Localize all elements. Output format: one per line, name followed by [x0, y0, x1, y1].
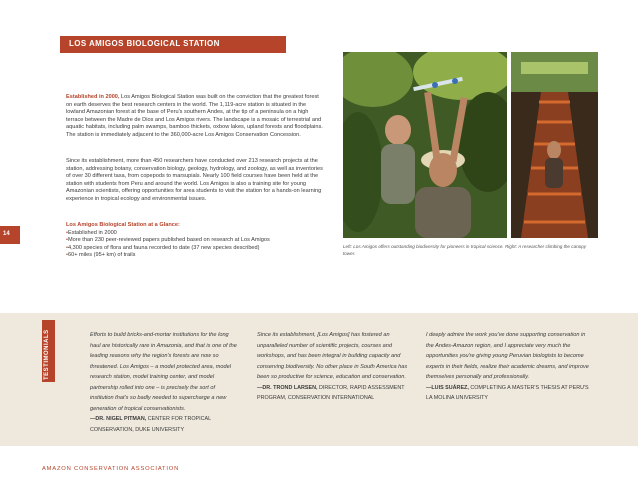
list-item: • 60+ miles (95+ km) of trails — [66, 252, 326, 260]
quote-attribution — [90, 416, 211, 433]
testimonial-quote-larsen — [257, 330, 413, 404]
testimonial-quote-suarez — [426, 330, 592, 404]
quote-text: I deeply admire the work you've done supporting conservation in the Andes-Amazon region, and I appreciate very much the opportunities you're giving young Peruvian biologists to become experts in their fields, realize their academic dreams, and improve themselves personally and professionally. — [426, 332, 589, 380]
quote-text: Since its establishment, [Los Amigos] has fostered an unparalleled number of scientific projects, courses and workshops, and has been integral in building capacity and conserving biodiversity. No other place in South America has been so productive for science, education and conservation. — [257, 332, 408, 380]
quote-affiliation: COMPLETING A MASTER'S THESIS AT PERU'S LA MOLINA UNIVERSITY — [426, 384, 589, 401]
glance-title: Los Amigos Biological Station at a Glance: — [66, 222, 180, 228]
intro-paragraph — [66, 94, 326, 140]
testimonial-quote-pitman — [90, 330, 240, 435]
quote-attribution — [257, 385, 404, 402]
photo-caption: Left: Los Amigos offers outstanding biodiversity for pioneers in tropical science. Right: A researcher climbing the canopy tower. — [343, 244, 587, 256]
list-item: • More than 230 peer-reviewed papers published based on research at Los Amigos — [66, 237, 326, 245]
quote-author: —LUIS SUÁREZ, — [426, 384, 469, 391]
researchers-photo-image — [343, 52, 507, 238]
glance-list — [66, 230, 326, 260]
quote-author: —DR. TROND LARSEN, — [257, 384, 318, 391]
list-item: • Established in 2000 — [66, 230, 326, 238]
testimonials-label: TESTIMONIALS — [44, 329, 50, 380]
canopy-tower-photo — [511, 52, 598, 238]
glance-box — [66, 222, 326, 260]
quote-author: —DR. NIGEL PITMAN, — [90, 416, 147, 422]
quote-affiliation: DIRECTOR, RAPID ASSESSMENT PROGRAM, CONSERVATION INTERNATIONAL — [257, 384, 405, 401]
intro-body: Los Amigos Biological Station was built on the conviction that the greatest forest on earth deserves the best research centers in the world. The 1,119-acre station is situated in the lowland Amazonian forest at the base of Peru's southern Andes, at the tip of a peninsula on a high terrace between the Madre de Dios and Los Amigos rivers. The landscape is a mosaic of terrestrial and aquatic habitats, including palm swamps, bamboo thickets, oxbow lakes, upland forests and floodplains. The station is immediately adjacent to the 360,000-acre Los Amigos Conservation Concession. — [66, 94, 323, 138]
page-number: 14 — [3, 231, 10, 237]
quote-affiliation: CENTER FOR TROPICAL CONSERVATION, DUKE UNIVERSITY — [90, 416, 211, 433]
researchers-photo — [343, 52, 507, 238]
quote-text: Efforts to build bricks-and-mortar institutions for the long haul are historically rare in Amazonia, and that is one of the leading reasons why the region's forests are now so threatened. Los Amigos – a model protected area, model research station, model training center, and model partnership rolled into one – is precisely the sort of institution that's so badly needed to supercharge a new generation of tropical conservationists. — [90, 332, 237, 412]
quote-attribution — [426, 385, 589, 402]
footer-organization: AMAZON CONSERVATION ASSOCIATION — [42, 466, 180, 472]
page-title: LOS AMIGOS BIOLOGICAL STATION — [69, 39, 220, 48]
intro-lead: Established in 2000, — [66, 94, 120, 100]
list-item: • 4,300 species of flora and fauna recorded to date (37 new species described) — [66, 245, 326, 253]
history-paragraph: Since its establishment, more than 450 researchers have conducted over 213 research projects at the station, addressing botany, conservation biology, geology, hydrology, and zoology, as well as inventories of over 30 different taxa, from copepods to marsupials. Nearly 100 field courses have been held at the station with students from Peru and around the world. Los Amigos is also a training site for young Amazonian scientists, offering opportunities for area students to visit the station for a hands-on learning experience in tropical ecology and environmental issues. — [66, 158, 323, 202]
canopy-tower-photo-image — [511, 52, 598, 238]
